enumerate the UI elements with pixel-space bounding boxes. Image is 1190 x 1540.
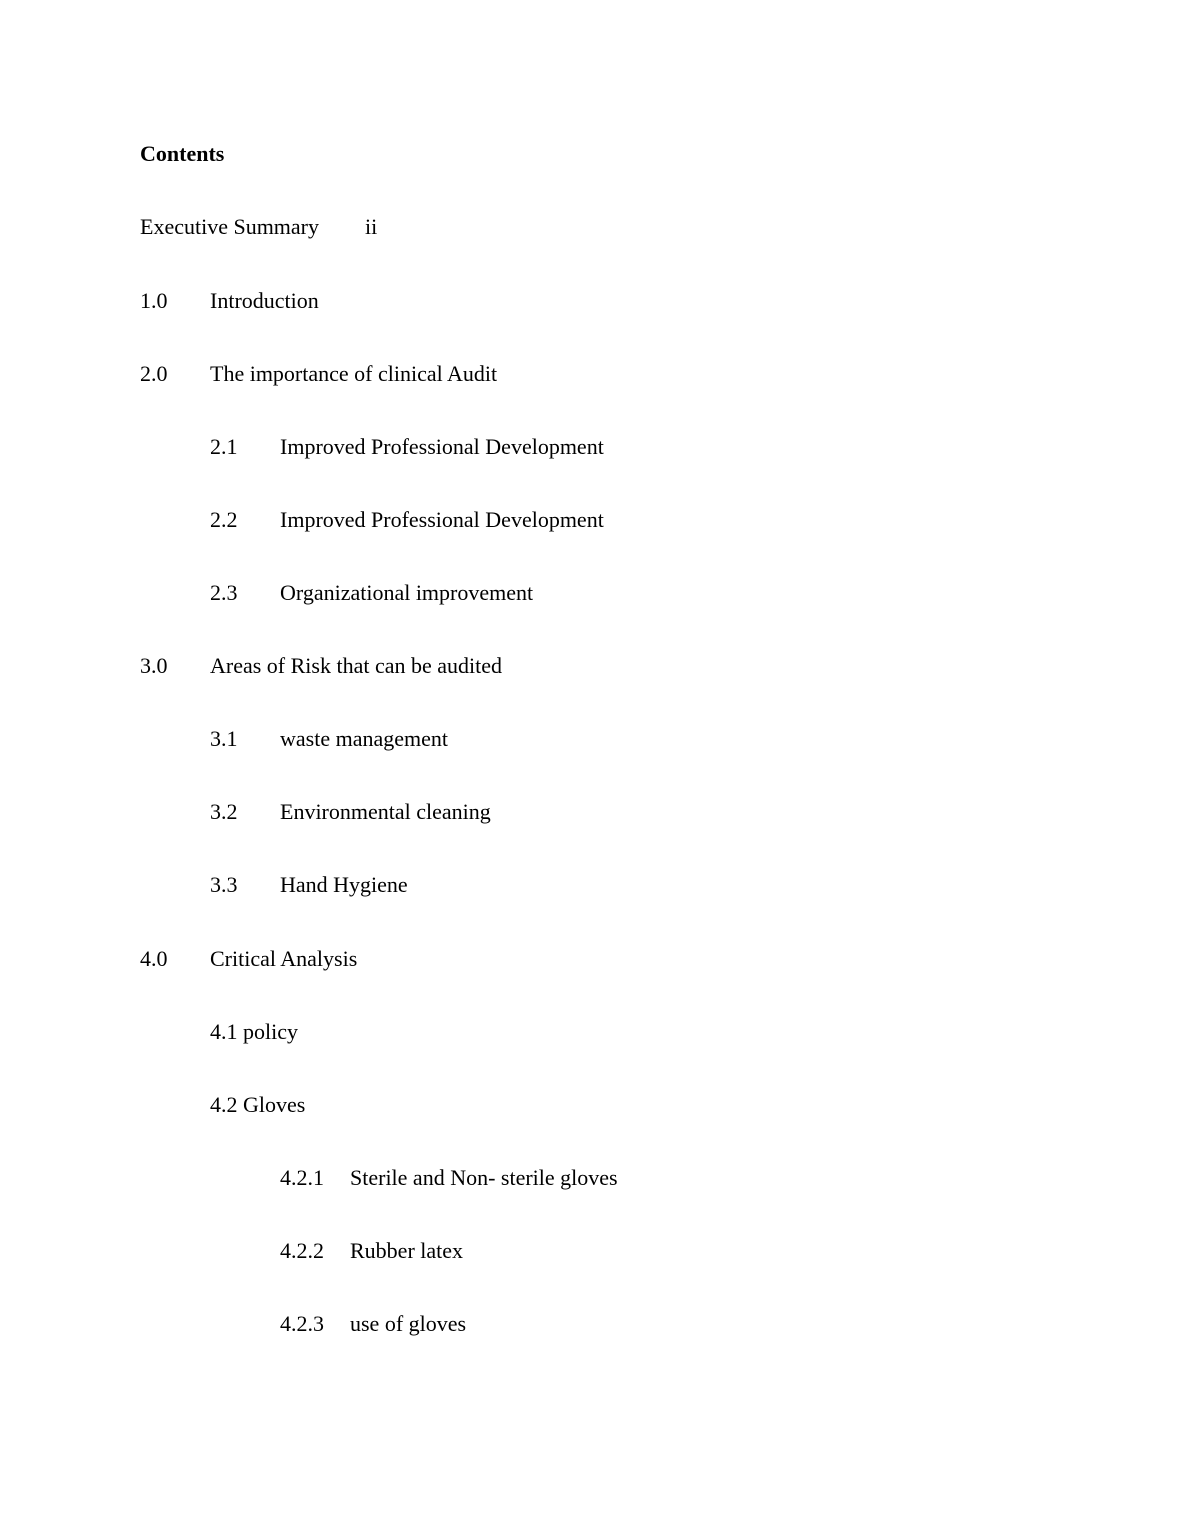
toc-entry-text: Environmental cleaning	[280, 799, 491, 824]
toc-entry-number: 3.0	[140, 653, 168, 678]
toc-entry-number: 4.2.2	[280, 1238, 324, 1263]
toc-entry-number: 2.1	[210, 434, 238, 459]
toc-entry-page-number: ii	[365, 214, 378, 239]
toc-entry-number: 4.2.1	[280, 1165, 324, 1190]
toc-entry-text: Rubber latex	[350, 1238, 464, 1263]
toc-entry-text: Hand Hygiene	[280, 872, 408, 897]
toc-entry-text: Improved Professional Development	[280, 507, 604, 532]
toc-entry-4-2[interactable]: 4.2 Gloves	[210, 1092, 306, 1117]
toc-entry-number: 4.0	[140, 946, 168, 971]
toc-entry-text: Critical Analysis	[210, 946, 358, 971]
toc-entry-text: Areas of Risk that can be audited	[210, 653, 503, 678]
toc-entry-text: Organizational improvement	[280, 580, 534, 605]
toc-entry-number: 3.1	[210, 726, 238, 751]
toc-entry-text: waste management	[280, 726, 448, 751]
toc-entry-text: Introduction	[210, 288, 319, 313]
toc-entry-text: The importance of clinical Audit	[210, 361, 498, 386]
toc-entry-text: Improved Professional Development	[280, 434, 604, 459]
toc-entry-number: 3.3	[210, 872, 238, 897]
toc-entry-number: 2.2	[210, 507, 238, 532]
toc-entry-text: use of gloves	[350, 1311, 467, 1336]
toc-entry-number: 1.0	[140, 288, 168, 313]
toc-entry-number: 4.2.3	[280, 1311, 324, 1336]
toc-entry-text: Sterile and Non- sterile gloves	[350, 1165, 618, 1190]
contents-title: Contents	[140, 141, 225, 166]
toc-entry-label: Executive Summary	[140, 214, 320, 239]
toc-entry-number: 3.2	[210, 799, 238, 824]
toc-entry-number: 2.3	[210, 580, 238, 605]
toc-entry-number: 2.0	[140, 361, 168, 386]
toc-entry-4-1[interactable]: 4.1 policy	[210, 1019, 298, 1044]
